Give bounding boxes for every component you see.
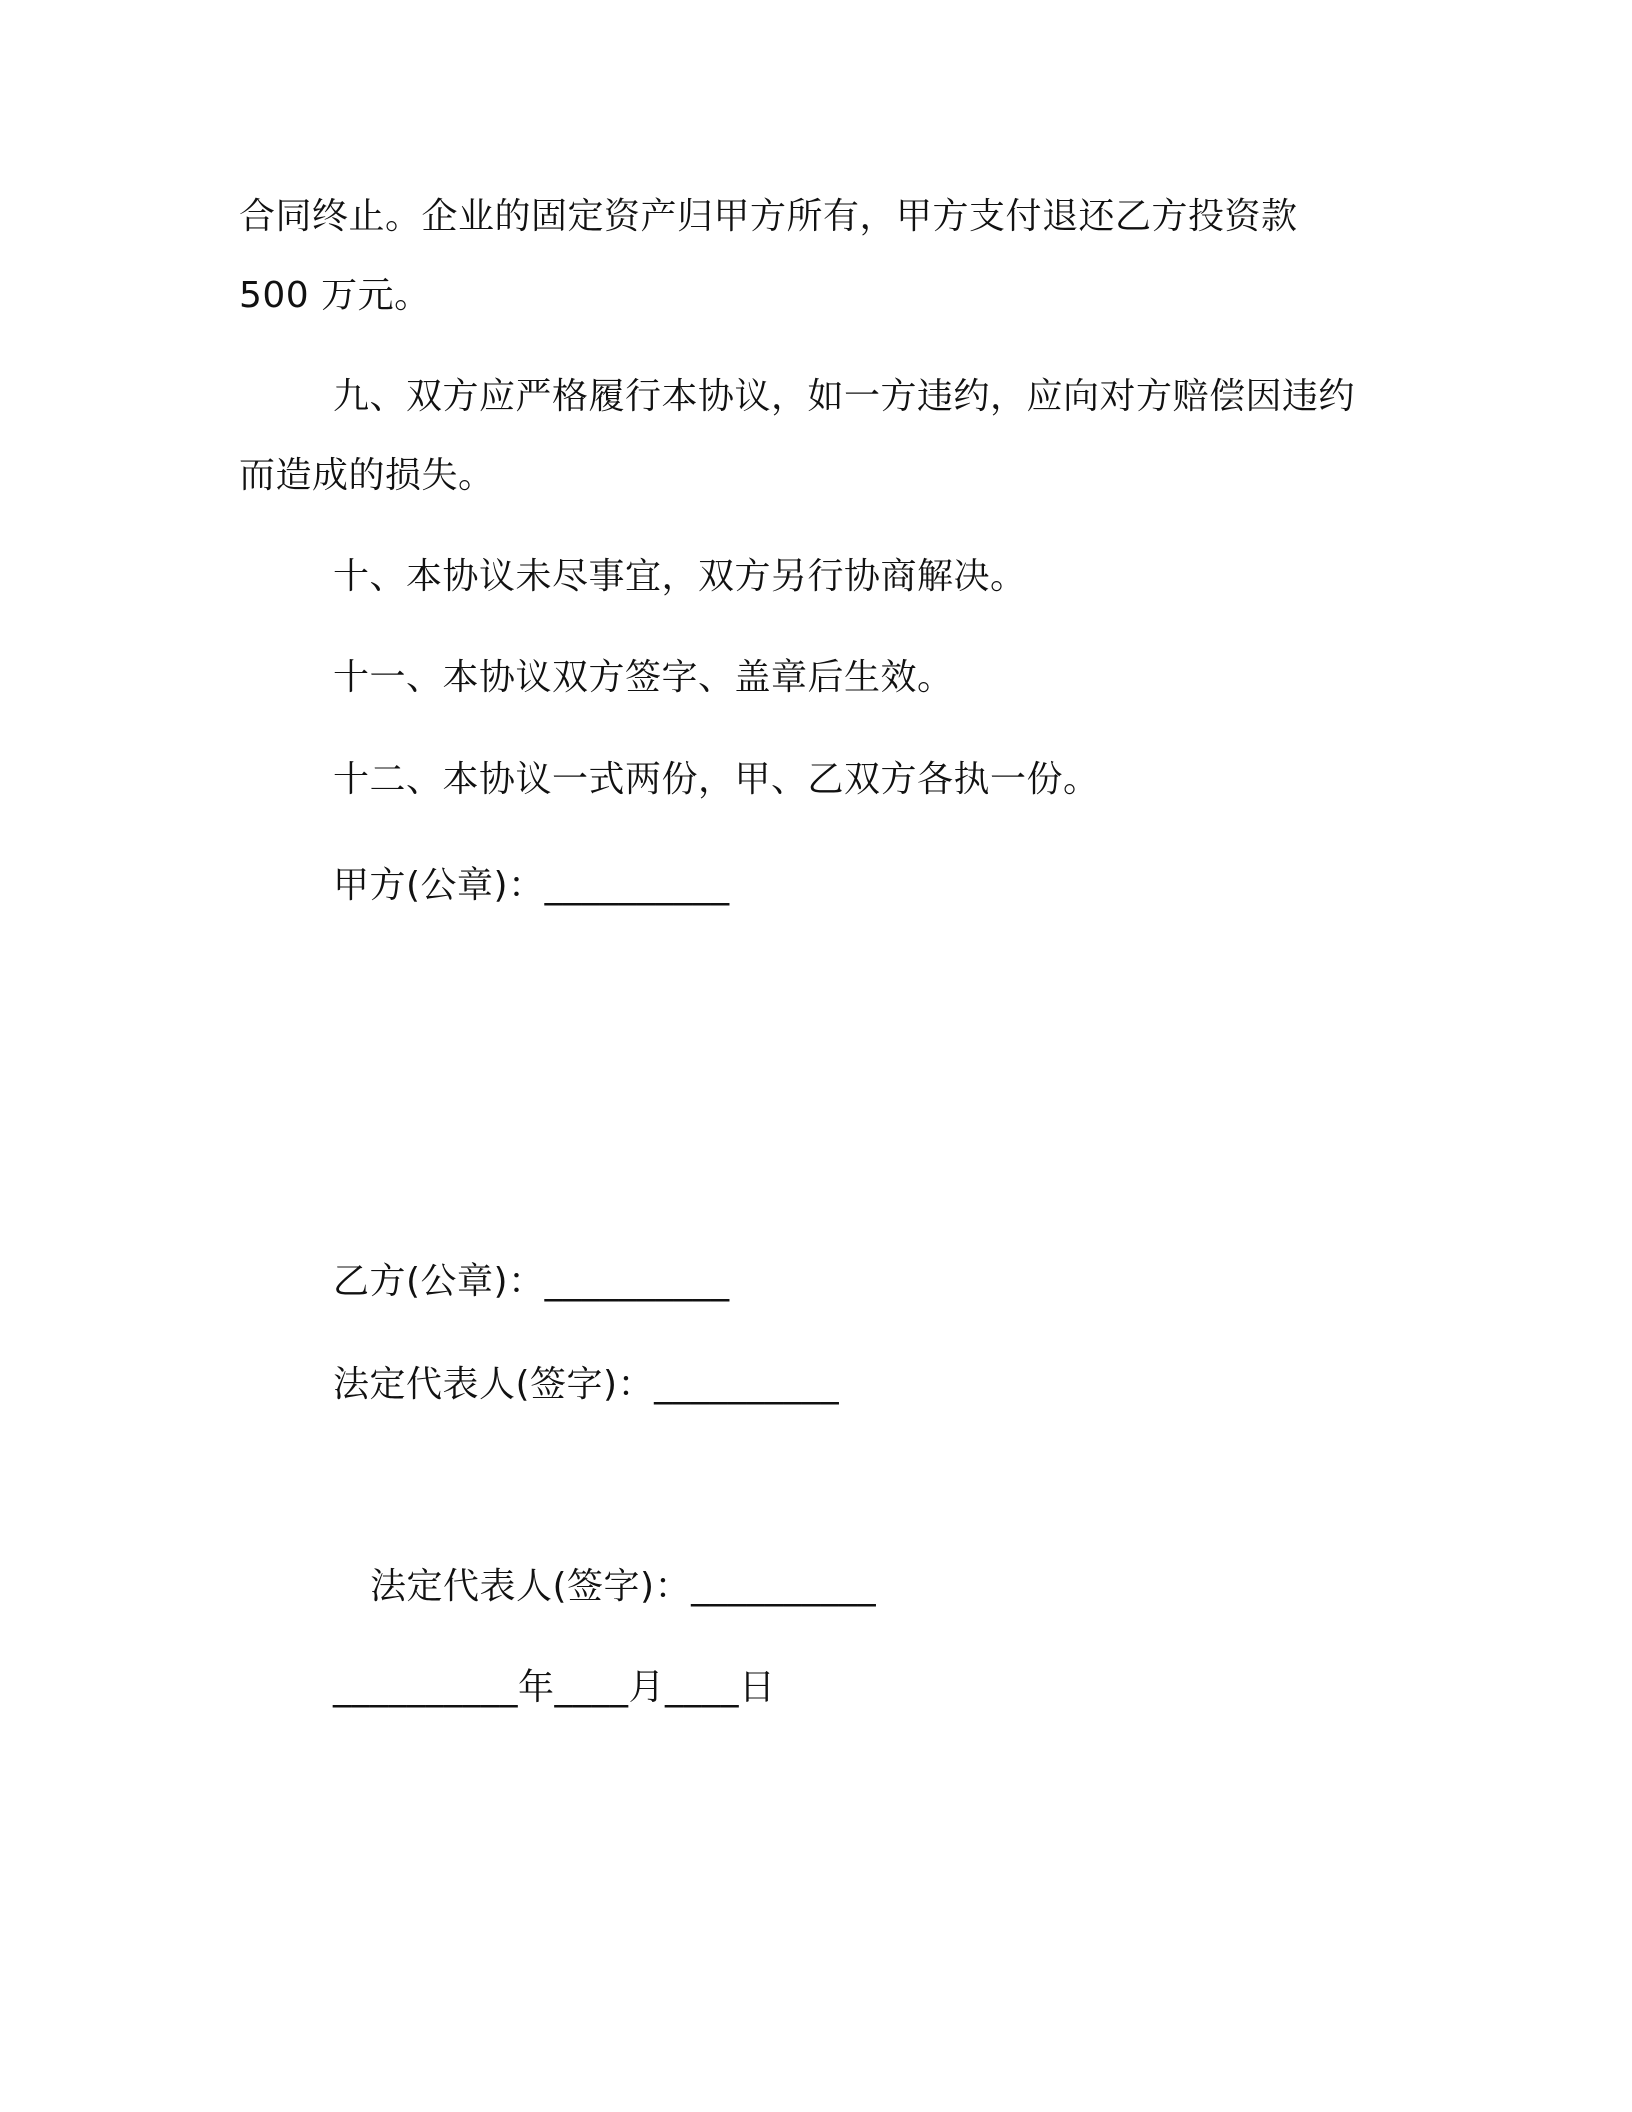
legal-rep-signature-line-1: 法定代表人(签字)：__________ [333,1364,840,1405]
paragraph-8-line-2: 500 万元。 [239,275,431,316]
clause-10: 十、本协议未尽事宜，双方另行协商解决。 [333,556,1027,597]
party-a-seal-line: 甲方(公章)：__________ [333,865,730,906]
clause-12: 十二、本协议一式两份，甲、乙双方各执一份。 [333,759,1100,800]
paragraph-8-line-1: 合同终止。企业的固定资产归甲方所有，甲方支付退还乙方投资款 [239,196,1298,237]
legal-rep-signature-line-2: 法定代表人(签字)：__________ [370,1566,877,1607]
clause-9-line-1: 九、双方应严格履行本协议，如一方违约，应向对方赔偿因违约 [333,376,1356,417]
clause-11: 十一、本协议双方签字、盖章后生效。 [333,657,954,698]
clause-9-line-2: 而造成的损失。 [239,455,495,496]
date-line: __________年____月____日 [333,1667,776,1708]
party-b-seal-line: 乙方(公章)：__________ [333,1261,730,1302]
